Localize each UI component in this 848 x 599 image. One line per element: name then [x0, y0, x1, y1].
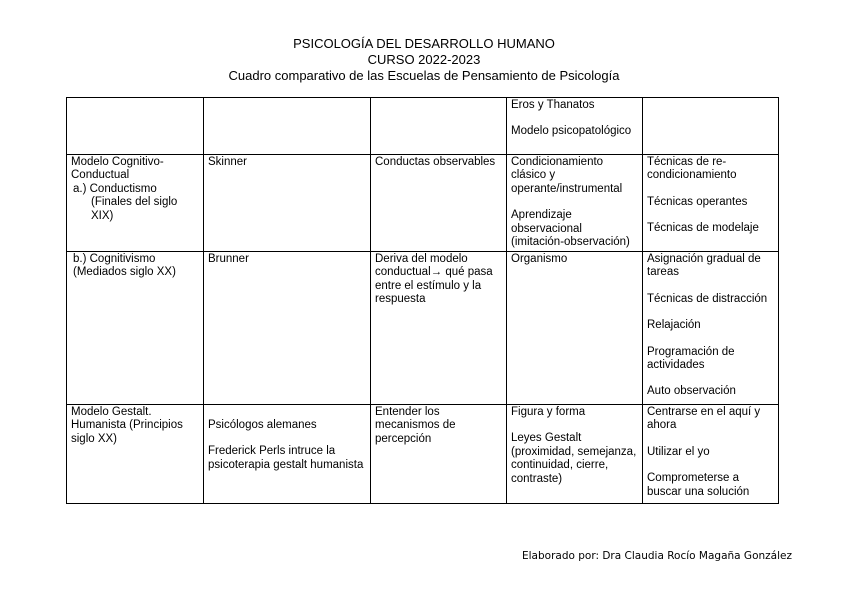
cell-text: Psicólogos alemanes [208, 419, 317, 431]
cell-concepts [507, 155, 643, 252]
cell-text: Brunner [208, 253, 249, 265]
cell-text: Modelo psicopatológico [511, 125, 632, 138]
document-header [0, 36, 848, 84]
cell-concepts [507, 405, 643, 504]
cell-text: Conductas observables [375, 156, 496, 168]
table-row [67, 155, 779, 252]
cell-text: Modelo Cognitivo-Conductual [71, 156, 164, 182]
table-row [67, 405, 779, 504]
cell-concepts [507, 252, 643, 405]
cell-text: Deriva del modelo conductual→ qué pasa entre el estímulo y la respuesta [375, 253, 493, 306]
cell-text: Eros y Thanatos [511, 99, 595, 111]
cell-author [204, 155, 371, 252]
cell-text: Skinner [208, 156, 247, 168]
cell-text: (Finales del siglo XIX) [91, 196, 178, 222]
table-row [67, 252, 779, 405]
cell-school [67, 98, 204, 155]
cell-school [67, 405, 204, 504]
cell-focus [371, 405, 507, 504]
table-row [67, 98, 779, 155]
cell-text: Leyes Gestalt (proximidad, semejanza, continuidad, cierre, contraste) [511, 432, 637, 485]
cell-school [67, 155, 204, 252]
cell-techniques [643, 155, 779, 252]
comparison-table [66, 97, 779, 504]
cell-text: Relajación [647, 319, 701, 332]
table-title: Cuadro comparativo de las Escuelas de Pensamiento de Psicología [228, 68, 620, 83]
cell-text: Aprendizaje observacional (imitación-observación) [511, 209, 630, 249]
cell-author [204, 252, 371, 405]
cell-text: Organismo [511, 253, 568, 265]
cell-text: Técnicas de re-condicionamiento [647, 156, 737, 182]
cell-text: Frederick Perls intruce la psicoterapia gestalt humanista [208, 445, 364, 471]
cell-focus [371, 155, 507, 252]
cell-techniques [643, 252, 779, 405]
cell-text: Modelo Gestalt. Humanista (Principios siglo XX) [71, 406, 183, 445]
cell-text: Técnicas de modelaje [647, 222, 759, 235]
cell-school [67, 252, 204, 405]
cell-text: Entender los mecanismos de percepción [375, 406, 456, 445]
cell-author [204, 98, 371, 155]
cell-text: Comprometerse a buscar una solución [647, 472, 750, 498]
cell-text: Utilizar el yo [647, 445, 710, 458]
cell-focus [371, 252, 507, 405]
cell-author [204, 405, 371, 504]
cell-text: Programación de actividades [647, 345, 735, 372]
course-title: PSICOLOGÍA DEL DESARROLLO HUMANO [293, 36, 555, 51]
cell-text: Condicionamiento clásico y operante/instrumental [511, 156, 623, 195]
cell-text: b.) Cognitivismo (Mediados siglo XX) [73, 253, 176, 279]
cell-text: a.) Conductismo [73, 182, 157, 195]
cell-concepts [507, 98, 643, 155]
author-credit: Elaborado por: Dra Claudia Rocío Magaña González [522, 550, 792, 562]
cell-text: Asignación gradual de tareas [647, 253, 761, 279]
cell-text: Centrarse en el aquí y ahora [647, 406, 761, 432]
cell-text: Figura y forma [511, 406, 586, 418]
course-year: CURSO 2022-2023 [367, 52, 481, 67]
cell-techniques [643, 405, 779, 504]
cell-focus [371, 98, 507, 155]
cell-text: Auto observación [647, 385, 736, 398]
cell-text: Técnicas de distracción [647, 292, 768, 305]
cell-text: Técnicas operantes [647, 195, 748, 208]
cell-techniques [643, 98, 779, 155]
